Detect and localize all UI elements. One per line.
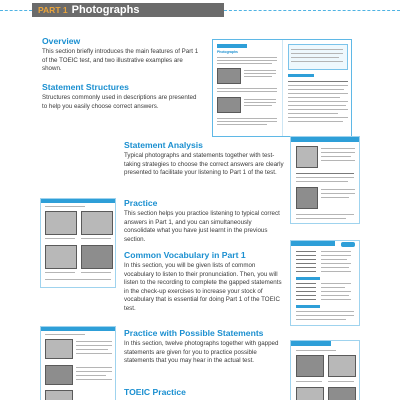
vocabulary-title: Common Vocabulary in Part 1 <box>124 250 246 260</box>
overview-photo-1 <box>217 68 241 84</box>
toeic-practice-section <box>124 387 284 399</box>
possible-text: In this section, twelve photographs together with gapped statements are given for you to practice possible statements that you may hear in the actual test. <box>124 340 279 365</box>
structures-text: Structures commonly used in descriptions are presented to help you easily choose correct answers. <box>42 94 197 110</box>
overview-thumb-heading: Photographs <box>217 50 238 54</box>
overview-left-page <box>213 40 283 137</box>
analysis-section <box>124 140 284 178</box>
toeic-photo-1 <box>296 355 324 377</box>
part-label: PART 1 <box>38 5 68 15</box>
vocabulary-thumb-badge <box>341 242 355 247</box>
overview-photo-2 <box>217 97 241 113</box>
practice-photo-2 <box>81 211 113 235</box>
possible-statements-thumbnail <box>40 326 116 400</box>
practice-photo-4 <box>81 245 113 269</box>
analysis-photo <box>296 146 318 168</box>
analysis-photo-2 <box>296 187 318 209</box>
header-dashline-left <box>0 10 32 11</box>
possible-photo-3 <box>45 390 73 400</box>
analysis-title: Statement Analysis <box>124 140 203 150</box>
practice-section <box>124 198 282 244</box>
possible-section <box>124 328 284 366</box>
vocabulary-thumbnail <box>290 240 360 326</box>
toeic-practice-title: TOEIC Practice <box>124 387 186 397</box>
toeic-photo-4 <box>328 387 356 400</box>
structures-title: Statement Structures <box>42 82 129 92</box>
toeic-photo-2 <box>328 355 356 377</box>
practice-photo-3 <box>45 245 77 269</box>
overview-right-page <box>284 40 352 137</box>
section-header <box>32 3 224 17</box>
toeic-practice-thumbnail <box>290 340 360 400</box>
practice-title: Practice <box>124 198 158 208</box>
page-title: Photographs <box>71 4 140 16</box>
header-dashline-right <box>224 10 400 11</box>
possible-title: Practice with Possible Statements <box>124 328 264 338</box>
overview-spread-thumbnail <box>212 39 352 137</box>
overview-section <box>42 36 202 74</box>
vocabulary-section <box>124 250 284 314</box>
toeic-photo-3 <box>296 387 324 400</box>
overview-title: Overview <box>42 36 81 46</box>
practice-text: This section helps you practice listening to typical correct answers in Part 1, and you can simultaneously consolidate what you have just learnt in the previous section. <box>124 210 280 243</box>
practice-thumbnail <box>40 198 116 288</box>
overview-text: This section briefly introduces the main features of Part 1 of the TOEIC test, and two illustrative examples are shown. <box>42 48 199 73</box>
vocabulary-text: In this section, you will be given lists of common vocabulary to listen to their pronunciation. Then, you will listen to the recording to complete the gapped statements in the check-up exercises to increase your stock of vocabulary that is essential for doing Part 1 of the TOEIC test. <box>124 262 282 312</box>
structures-section <box>42 82 202 111</box>
possible-photo-2 <box>45 365 73 385</box>
overview-left-header <box>217 44 247 48</box>
analysis-thumbnail <box>290 136 360 224</box>
possible-photo-1 <box>45 339 73 359</box>
analysis-text: Typical photographs and statements together with test-taking strategies to choose the correct answers are clearly presented to facilitate your listening to Part 1 of the test. <box>124 152 284 177</box>
practice-photo-1 <box>45 211 77 235</box>
